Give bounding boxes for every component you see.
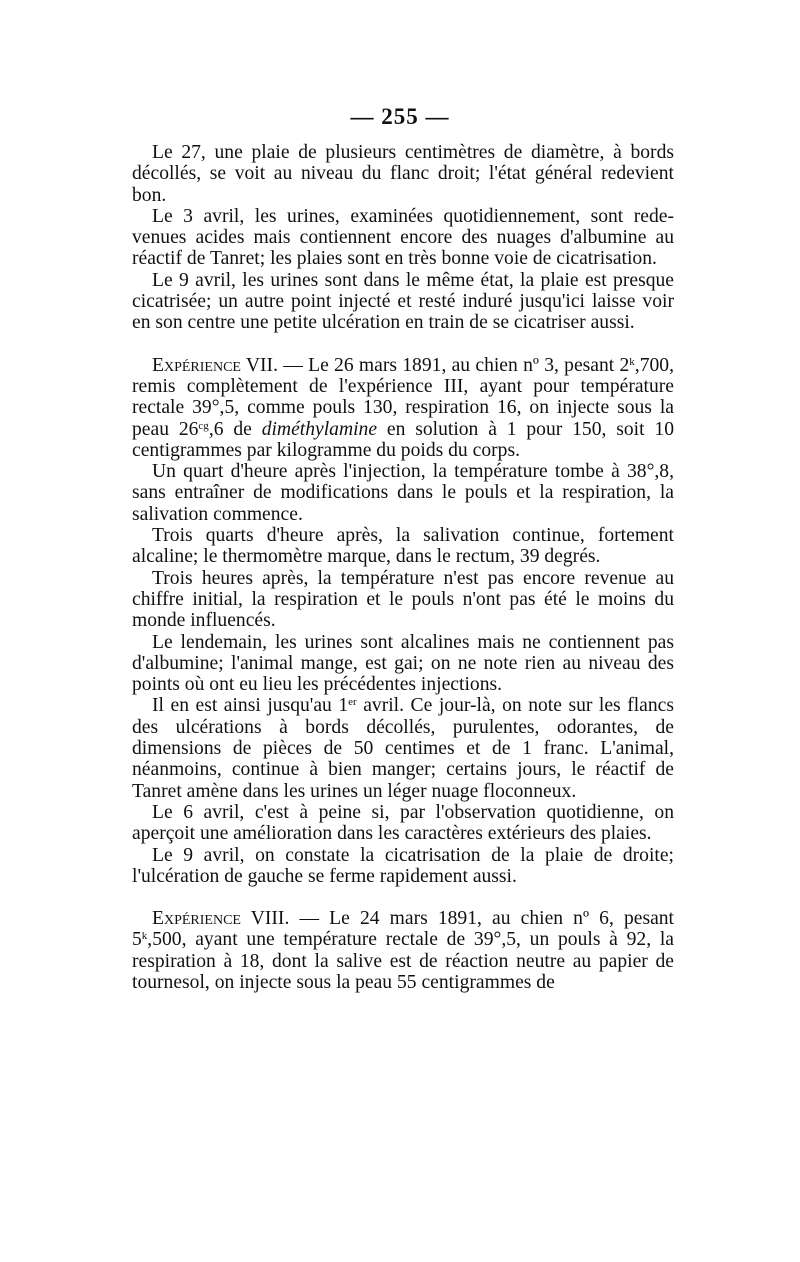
text-run: en solution à 1 pour 150, soit 10 centigrammes par kilogramme du poids du corps. xyxy=(132,418,674,461)
paragraph xyxy=(132,695,674,801)
paragraph: Le 6 avril, c'est à peine si, par l'observation quotidienne, on aperçoit une amélioration dans les caractères extérieurs des plaies. xyxy=(132,801,674,845)
text-run: — Le 26 mars 1891, au chien nº 3, pesant 2 xyxy=(277,354,630,376)
text-run: ,700, remis complètement de l'expérience III, ayant pour température rectale 39°,5, comme pouls 130, respiration 16, on injecte sous la peau 26 xyxy=(132,354,674,440)
paragraph: Le 3 avril, les urines, examinées quotidiennement, sont redevenues acides mais contiennent encore des nuages d'albumine au réactif de Tanret; les plaies sont en très bonne voie de cicatrisation. xyxy=(132,205,674,270)
paragraph: Trois heures après, la température n'est pas encore revenue au chiffre initial, la respiration et le pouls n'ont pas été le moins du monde influencés. xyxy=(132,567,674,632)
superscript: er xyxy=(348,696,357,709)
paragraph: Le 9 avril, les urines sont dans le même état, la plaie est presque cicatrisée; un autre point injecté et resté induré jusqu'ici laisse voir en son centre une petite ulcération en train de se cicatriser aussi. xyxy=(132,269,674,334)
superscript: cg xyxy=(198,419,209,432)
paragraph: Le 9 avril, on constate la cicatrisation de la plaie de droite; l'ulcération de gauche se ferme rapidement aussi. xyxy=(132,844,674,887)
superscript: k xyxy=(629,355,635,368)
experiment-heading: Expérience VII. xyxy=(152,354,278,376)
experiment-viii-paragraph xyxy=(132,908,674,993)
experiment-heading: Expérience VIII. xyxy=(152,908,290,930)
italic-term: diméthylamine xyxy=(261,418,378,440)
text-run: — Le 24 mars 1891, au chien nº 6, pesant 5 xyxy=(132,908,675,951)
paragraph: Le lendemain, les urines sont alcalines mais ne contiennent pas d'albumine; l'animal mange, est gai; on ne note rien au niveau des points où ont eu lieu les précédentes injections. xyxy=(132,631,674,696)
experiment-vii-paragraph xyxy=(132,355,674,461)
text-run: Il en est ainsi jusqu'au 1 xyxy=(152,695,349,717)
paragraph: Le 27, une plaie de plusieurs centimètres de diamètre, à bords décollés, se voit au niveau du flanc droit; l'état général redevient bon. xyxy=(132,142,674,206)
page-number: — 255 — xyxy=(350,104,450,129)
superscript: k xyxy=(141,930,148,943)
text-run: avril. Ce jour-là, on note sur les flancs des ulcérations à bords décollés, purulentes, odorantes, de dimensions de pièces de 50 centimes et de 1 franc. L'animal, néanmoins, continue à bien manger; certains jours, le réactif de Tanret amène dans les urines un léger nuage floconneux. xyxy=(132,695,674,802)
paragraph: Trois quarts d'heure après, la salivation continue, fortement alcaline; le thermomètre marque, dans le rectum, 39 degrés. xyxy=(132,525,674,568)
text-run: ,6 de xyxy=(208,418,262,440)
body-text xyxy=(132,142,674,993)
paragraph: Un quart d'heure après l'injection, la température tombe à 38°,8, sans entraîner de modifications dans le pouls et la respiration, la salivation commence. xyxy=(132,461,674,525)
text-run: ,500, ayant une température rectale de 39°,5, un pouls à 92, la respiration à 18, dont la salive est de réaction neutre au papier de tournesol, on injecte sous la peau 55 centigrammes de xyxy=(132,929,674,993)
